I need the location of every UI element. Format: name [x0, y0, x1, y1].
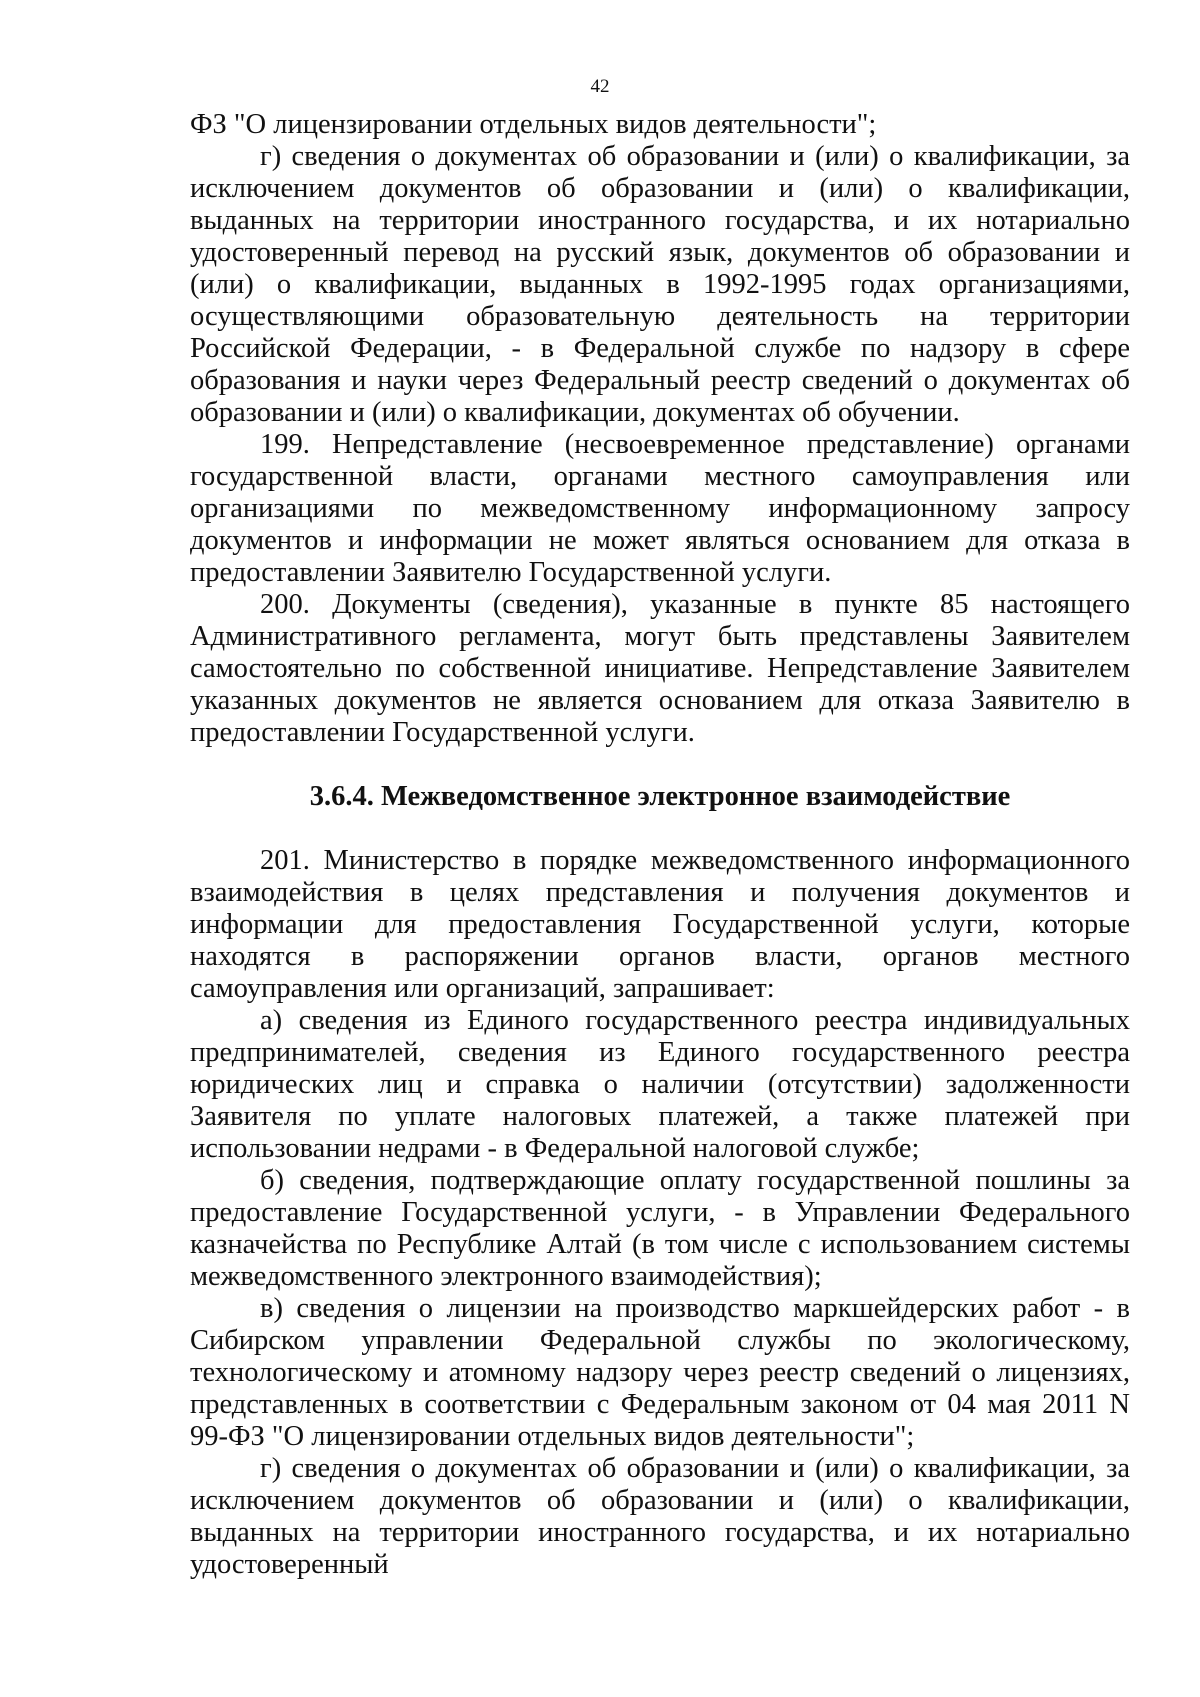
paragraph-item-g: г) сведения о документах об образовании и (или) о квалификации, за исключением документов об образовании и (или) о квалификации, выданных на территории иностранного государства, и их нотариально удостоверенный перевод на русский язык, документов об образовании и (или) о квалификации, выданных в 1992-1995 годах организациями, осуществляющими образовательную деятельность на территории Российской Федерации, - в Федеральной службе по надзору в сфере образования и науки через Федеральный реестр сведений о документах об образовании и (или) о квалификации, документах об обучении.: [190, 141, 1130, 428]
paragraph-201: 201. Министерство в порядке межведомственного информационного взаимодействия в целях представления и получения документов и информации для предоставления Государственной услуги, которые находятся в распоряжении органов власти, органов местного самоуправления или организаций, запрашивает:: [190, 845, 1130, 1004]
paragraph-continuation: ФЗ "О лицензировании отдельных видов деятельности";: [190, 109, 877, 140]
paragraph-item-a: а) сведения из Единого государственного реестра индивидуальных предпринимателей, сведения из Единого государственного реестра юридических лиц и справка о наличии (отсутствии) задолженности Заявителя по уплате налоговых платежей, а также платежей при использовании недрами - в Федеральной налоговой службе;: [190, 1005, 1130, 1164]
paragraph-item-b: б) сведения, подтверждающие оплату государственной пошлины за предоставление Государственной услуги, - в Управлении Федерального казначейства по Республике Алтай (в том числе с использованием системы межведомственного электронного взаимодействия);: [190, 1165, 1130, 1292]
paragraph-item-v: в) сведения о лицензии на производство маркшейдерских работ - в Сибирском управлении Федеральной службы по экологическому, технологическому и атомному надзору через реестр сведений о лицензиях, представленных в соответствии с Федеральным законом от 04 мая 2011 N 99-ФЗ "О лицензировании отдельных видов деятельности";: [190, 1293, 1130, 1452]
document-body: [190, 109, 1130, 1581]
paragraph-199: 199. Непредставление (несвоевременное представление) органами государственной власти, органами местного самоуправления или организациями по межведомственному информационному запросу документов и информации не может являться основанием для отказа в предоставлении Заявителю Государственной услуги.: [190, 429, 1130, 588]
paragraph-200: 200. Документы (сведения), указанные в пункте 85 настоящего Административного регламента, могут быть представлены Заявителем самостоятельно по собственной инициативе. Непредставление Заявителем указанных документов не является основанием для отказа Заявителю в предоставлении Государственной услуги.: [190, 589, 1130, 748]
page-number: 42: [590, 76, 610, 97]
section-heading: 3.6.4. Межведомственное электронное взаимодействие: [309, 781, 1011, 812]
paragraph-item-g-repeat: г) сведения о документах об образовании и (или) о квалификации, за исключением документов об образовании и (или) о квалификации, выданных на территории иностранного государства, и их нотариально удостоверенный: [190, 1453, 1130, 1580]
